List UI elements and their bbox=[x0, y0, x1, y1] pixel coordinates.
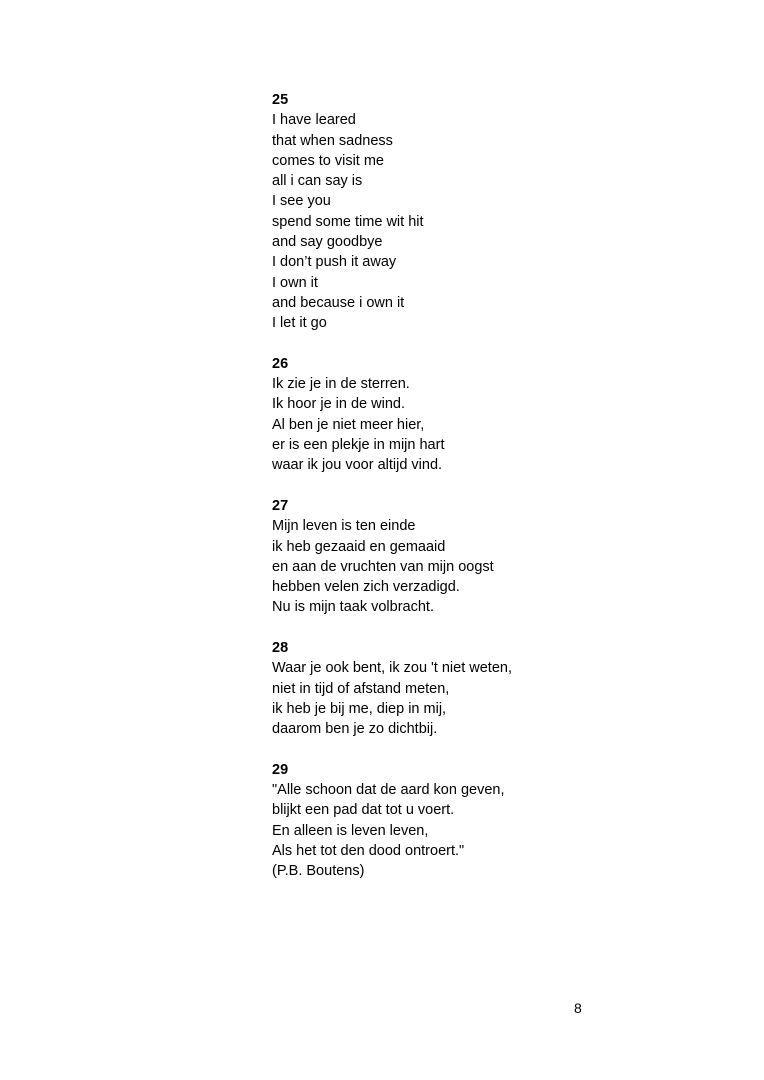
poem-line: Nu is mijn taak volbracht. bbox=[272, 599, 434, 616]
poem-line: I have leared bbox=[272, 112, 356, 129]
poem-line: I see you bbox=[272, 193, 331, 210]
poem-line: blijkt een pad dat tot u voert. bbox=[272, 802, 455, 819]
poem-line: all i can say is bbox=[272, 173, 363, 190]
poem-number: 29 bbox=[272, 761, 289, 778]
poem-number: 27 bbox=[272, 497, 289, 514]
poem-attribution: (P.B. Boutens) bbox=[272, 863, 365, 880]
poem-line: daarom ben je zo dichtbij. bbox=[272, 721, 438, 738]
poem-line: Waar je ook bent, ik zou 't niet weten, bbox=[272, 660, 512, 677]
poem-29 bbox=[272, 760, 672, 882]
poem-list bbox=[272, 90, 672, 902]
poem-line: Al ben je niet meer hier, bbox=[272, 416, 425, 433]
poem-line: "Alle schoon dat de aard kon geven, bbox=[272, 782, 505, 799]
poem-line: I let it go bbox=[272, 315, 327, 332]
poem-line: and because i own it bbox=[272, 294, 405, 311]
poem-line: En alleen is leven leven, bbox=[272, 822, 429, 839]
poem-line: Ik hoor je in de wind. bbox=[272, 396, 405, 413]
poem-line: ik heb gezaaid en gemaaid bbox=[272, 538, 446, 555]
poem-line: and say goodbye bbox=[272, 234, 383, 251]
poem-26 bbox=[272, 354, 672, 476]
poem-line: Ik zie je in de sterren. bbox=[272, 376, 410, 393]
poem-line: waar ik jou voor altijd vind. bbox=[272, 457, 443, 474]
poem-line: er is een plekje in mijn hart bbox=[272, 437, 445, 454]
poem-28 bbox=[272, 638, 672, 739]
poem-line: ik heb je bij me, diep in mij, bbox=[272, 700, 447, 717]
poem-line: Mijn leven is ten einde bbox=[272, 518, 416, 535]
poem-line: spend some time wit hit bbox=[272, 213, 424, 230]
poem-number: 28 bbox=[272, 640, 289, 657]
poem-line: hebben velen zich verzadigd. bbox=[272, 579, 460, 596]
poem-line: comes to visit me bbox=[272, 152, 384, 169]
page-number: 8 bbox=[574, 1000, 582, 1016]
poem-27 bbox=[272, 496, 672, 618]
poem-line: I don’t push it away bbox=[272, 254, 397, 271]
poem-line: Als het tot den dood ontroert." bbox=[272, 842, 465, 859]
poem-line: niet in tijd of afstand meten, bbox=[272, 680, 450, 697]
poem-line: that when sadness bbox=[272, 132, 393, 149]
poem-line: I own it bbox=[272, 274, 318, 291]
poem-25 bbox=[272, 90, 672, 334]
poem-number: 26 bbox=[272, 355, 289, 372]
poem-line: en aan de vruchten van mijn oogst bbox=[272, 558, 494, 575]
poem-number: 25 bbox=[272, 92, 289, 108]
